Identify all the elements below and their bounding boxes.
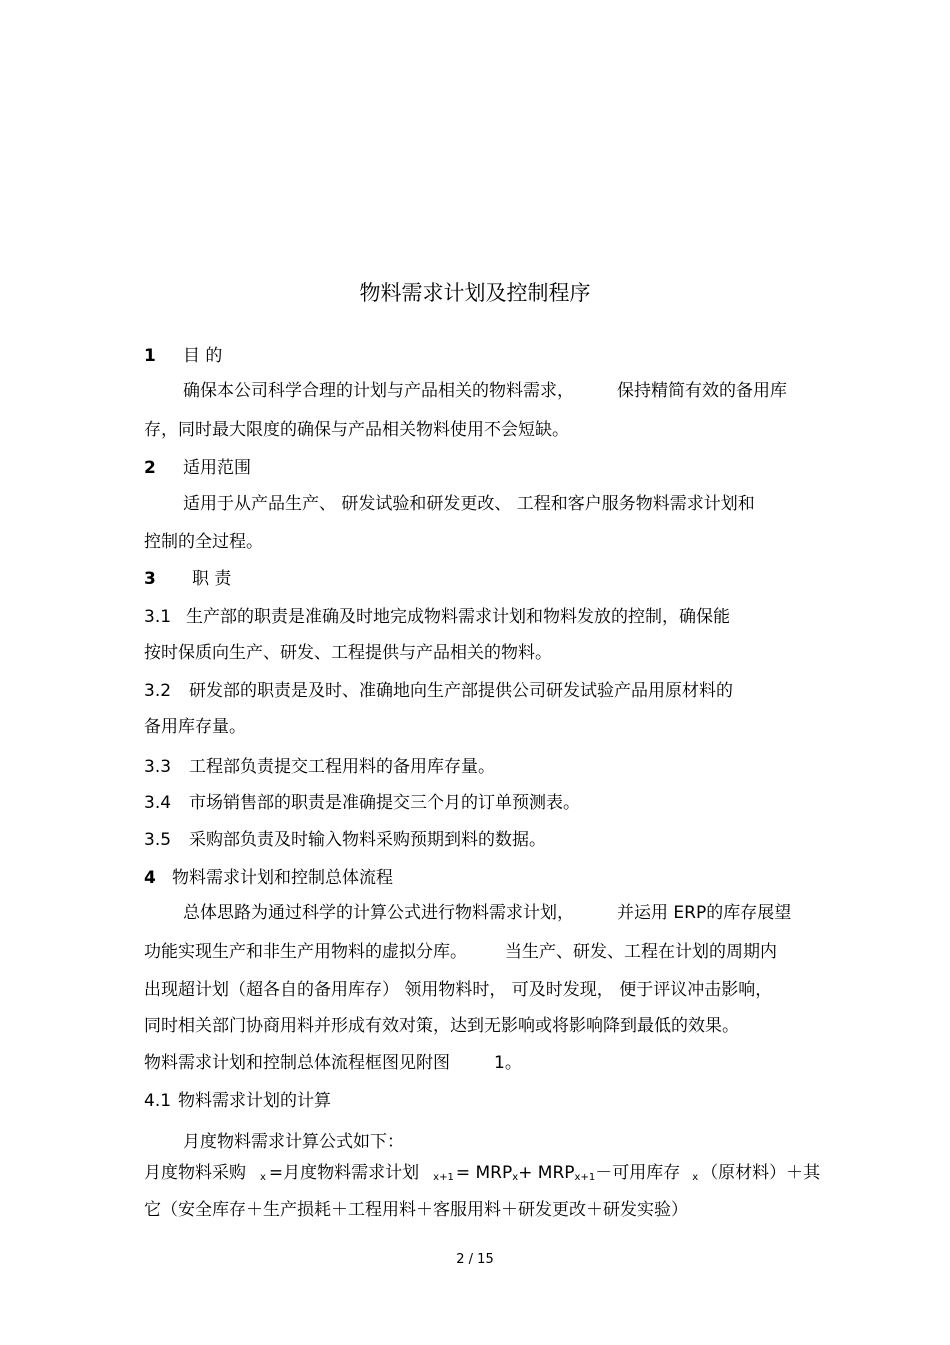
item-3-1-text-line2: 按时保质向生产、研发、工程提供与产品相关的物料。	[144, 643, 552, 663]
formula-term-demand: =月度物料需求计划	[268, 1163, 420, 1183]
formula-line2: 它（安全库存＋生产损耗＋工程用料＋客服用料＋研发更改＋研发实验）	[144, 1200, 688, 1220]
formula-term-mrp-x: = MRP	[455, 1163, 513, 1183]
item-3-4-text: 市场销售部的职责是准确提交三个月的订单预测表。	[189, 793, 580, 813]
formula-sub-x: x	[260, 1172, 266, 1183]
section-3-number: 3	[144, 569, 156, 589]
section-4-text-cont: 并运用 ERP的库存展望	[617, 903, 792, 923]
item-3-5-text: 采购部负责及时输入物料采购预期到料的数据。	[189, 830, 546, 850]
section-1-text-cont: 保持精简有效的备用库	[617, 381, 787, 401]
section-3-heading: 职 责	[192, 569, 232, 589]
section-2-text-line2: 控制的全过程。	[144, 532, 263, 552]
section-4-text: 总体思路为通过科学的计算公式进行物料需求计划，	[183, 903, 574, 923]
formula-line	[144, 1162, 820, 1189]
section-4-text-line3: 出现超计划（超各自的备用库存） 领用物料时， 可及时发现， 便于评议冲击影响，	[144, 980, 773, 1000]
figure-reference-number: 1。	[494, 1053, 522, 1073]
page-number: 2 / 15	[456, 1252, 494, 1267]
item-3-2-text-line2: 备用库存量。	[144, 717, 246, 737]
section-4-number: 4	[144, 868, 156, 888]
section-4-heading: 物料需求计划和控制总体流程	[172, 868, 393, 888]
item-3-1-number: 3.1	[144, 607, 172, 627]
formula-intro: 月度物料需求计算公式如下：	[183, 1132, 404, 1152]
formula-term-mrp-x1: + MRP	[518, 1163, 575, 1183]
item-3-3-number: 3.3	[144, 757, 172, 777]
formula-sub-mrp-x1: x+1	[574, 1172, 596, 1183]
section-1-heading: 目 的	[183, 346, 223, 366]
section-2-heading: 适用范围	[183, 458, 251, 478]
section-1-number: 1	[144, 346, 156, 366]
item-3-1-text: 生产部的职责是准确及时地完成物料需求计划和物料发放的控制，确保能	[186, 607, 730, 627]
item-3-4-number: 3.4	[144, 793, 172, 813]
formula-sub-mrp-x: x	[512, 1172, 519, 1183]
item-3-2-text: 研发部的职责是及时、准确地向生产部提供公司研发试验产品用原材料的	[189, 681, 733, 701]
formula-term-other: （原材料）＋其	[701, 1163, 821, 1183]
section-2-number: 2	[144, 458, 156, 478]
subsection-4-1-number: 4.1	[144, 1091, 172, 1111]
section-1-text: 确保本公司科学合理的计划与产品相关的物料需求，	[183, 381, 574, 401]
section-2-text: 适用于从产品生产、 研发试验和研发更改、 工程和客户服务物料需求计划和	[183, 494, 755, 514]
item-3-3-text: 工程部负责提交工程用料的备用库存量。	[189, 757, 495, 777]
formula-sub-stock: x	[692, 1172, 699, 1183]
formula-sub-x1: x+1	[433, 1172, 454, 1183]
section-1-text-line2: 存，同时最大限度的确保与产品相关物料使用不会短缺。	[144, 420, 569, 440]
formula-term-purchase: 月度物料采购	[144, 1163, 246, 1183]
document-title: 物料需求计划及控制程序	[359, 281, 591, 305]
section-4-text-line2: 功能实现生产和非生产用物料的虚拟分库。	[144, 942, 467, 962]
subsection-4-1-heading: 物料需求计划的计算	[178, 1091, 331, 1111]
formula-term-stock: －可用库存	[595, 1163, 681, 1183]
figure-reference-text: 物料需求计划和控制总体流程框图见附图	[144, 1053, 450, 1073]
item-3-5-number: 3.5	[144, 830, 172, 850]
section-4-text-line2-cont: 当生产、研发、工程在计划的周期内	[505, 942, 777, 962]
section-4-text-line4: 同时相关部门协商用料并形成有效对策，达到无影响或将影响降到最低的效果。	[144, 1016, 739, 1036]
item-3-2-number: 3.2	[144, 681, 172, 701]
